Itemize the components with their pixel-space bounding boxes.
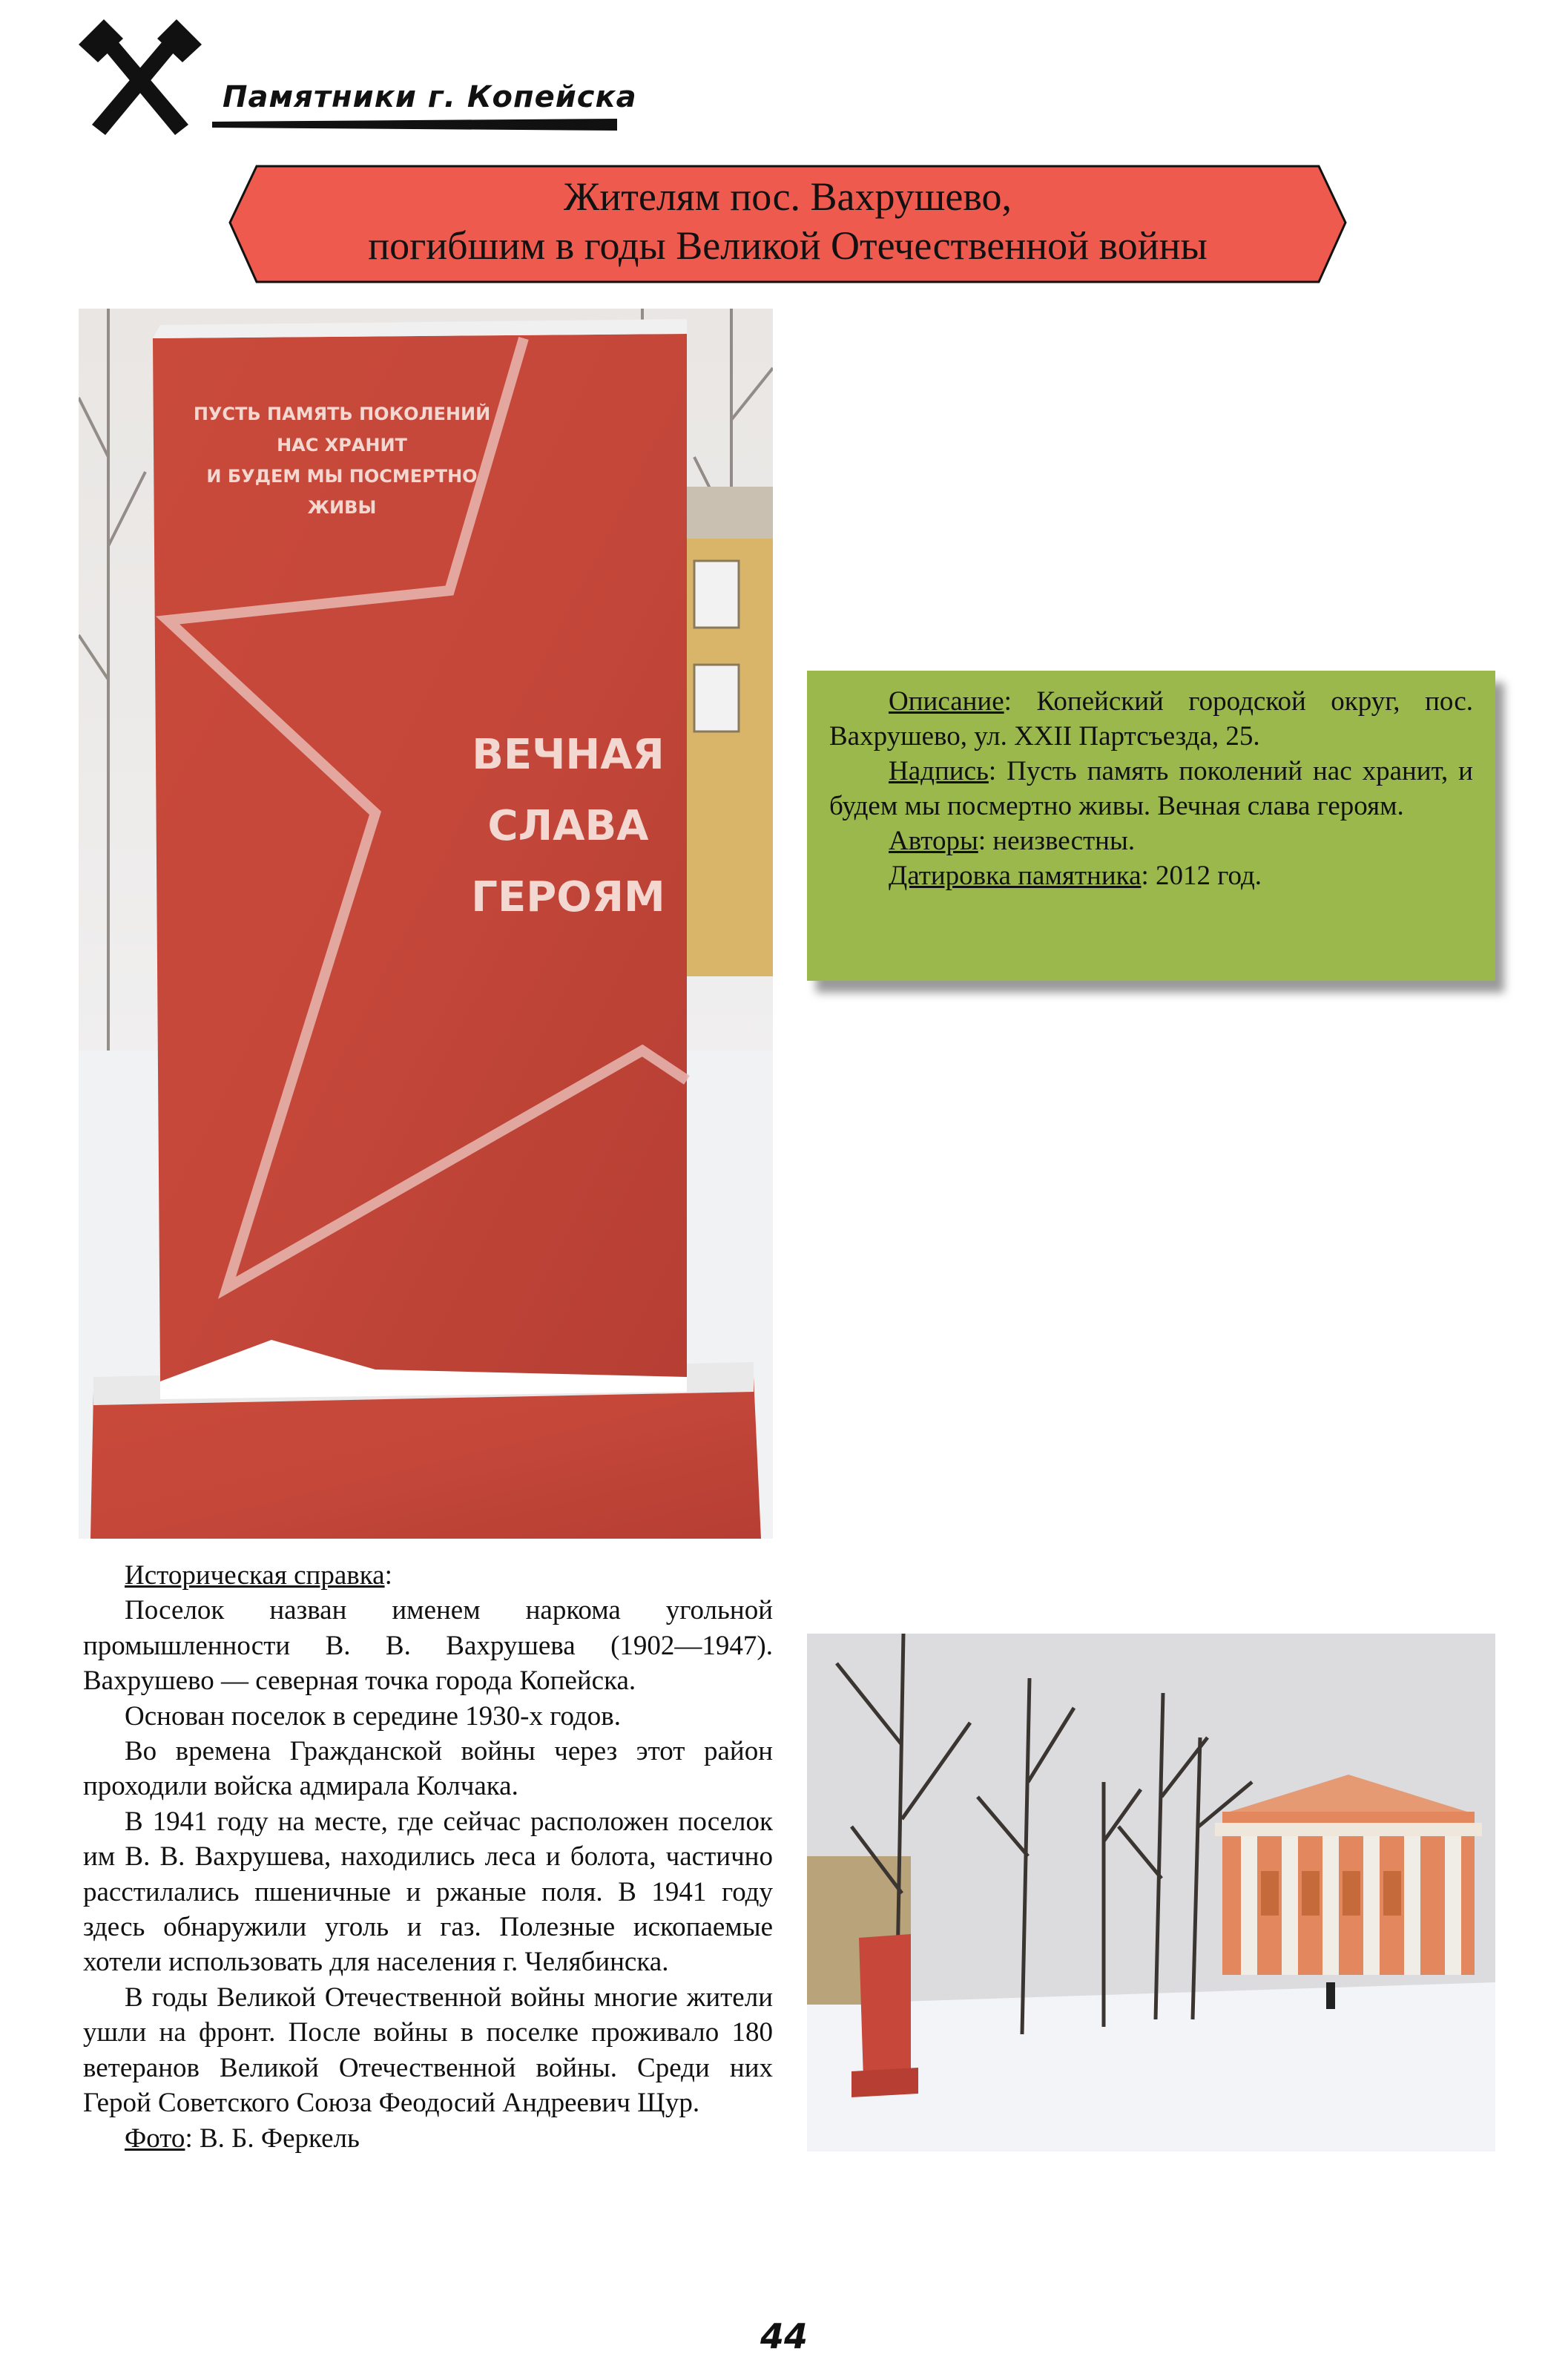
inscription-line-4: ЖИВЫ [307,497,377,518]
history-heading [83,1558,773,1593]
history-paragraph-1: Поселок назван именем наркома угольной промышленности В. В. Вахрушева (1902—1947). Вахрушево — северная точка города Копейска. [83,1595,773,1697]
banner-title [228,172,1347,276]
dating-text: : 2012 год. [1141,861,1262,891]
inscription-line-3: И БУДЕМ МЫ ПОСМЕРТНО [206,466,478,487]
inscription-large-1: ВЕЧНАЯ [472,731,665,779]
history-paragraph-5: В годы Великой Отечественной войны многие жители ушли на фронт. После войны в поселке проживало 180 ветеранов Великой Отечественной войны. Среди них Герой Советского Союза Феодосий Андреевич Щур. [83,1982,773,2119]
authors-line [829,823,1473,858]
description-label: Описание [889,686,1004,717]
crossed-hammers-icon [77,19,203,141]
history-paragraph-2: Основан поселок в середине 1930-х годов. [125,1700,621,1732]
description-box [807,671,1495,981]
inscription-label: Надпись [889,756,989,786]
header-title: Памятники г. Копейска [223,80,637,114]
inscription-large-2: СЛАВА [487,802,649,850]
inscription-large-3: ГЕРОЯМ [471,873,665,921]
history-heading-label: Историческая справка [125,1560,385,1591]
inscription-line [829,754,1473,823]
inscription-line-1: ПУСТЬ ПАМЯТЬ ПОКОЛЕНИЙ [193,404,491,424]
description-line [829,684,1473,754]
history-paragraph-3: Во времена Гражданской войны через этот район проходили войска адмирала Колчака. [83,1736,773,1802]
photo-credit [83,2121,773,2156]
page-number: 44 [760,2316,808,2356]
history-paragraph-4: В 1941 году на месте, где сейчас расположен поселок им В. В. Вахрушева, находились леса и болота, частично расстилались пшеничные и ржаные поля. В 1941 году здесь обнаружили уголь и газ. Полезные ископаемые хотели использовать для населения г. Челябинска. [83,1806,773,1978]
square-photo [807,1634,1495,2151]
header-rule [212,119,617,131]
dating-label: Датировка памятника [889,861,1142,891]
banner-line-1: Жителям пос. Вахрушево, [564,174,1012,219]
authors-text: : неизвестны. [978,826,1136,856]
inscription-text: : Пусть память поколений нас хранит, и будем мы посмертно живы. Вечная слава героям. [829,756,1473,821]
description-text: : Копейский городской округ, пос. Вахрушево, ул. XXII Партсъезда, 25. [829,686,1473,752]
dating-line [829,858,1473,893]
inscription-line-2: НАС ХРАНИТ [277,435,407,456]
banner-line-2: погибшим в годы Великой Отечественной войны [368,223,1208,268]
monument-photo [79,309,773,1539]
photo-credit-label: Фото [125,2123,185,2154]
authors-label: Авторы [889,826,978,856]
history-heading-colon: : [384,1560,392,1591]
historical-note [83,1558,773,2156]
photo-credit-text: : В. Б. Феркель [185,2123,360,2154]
